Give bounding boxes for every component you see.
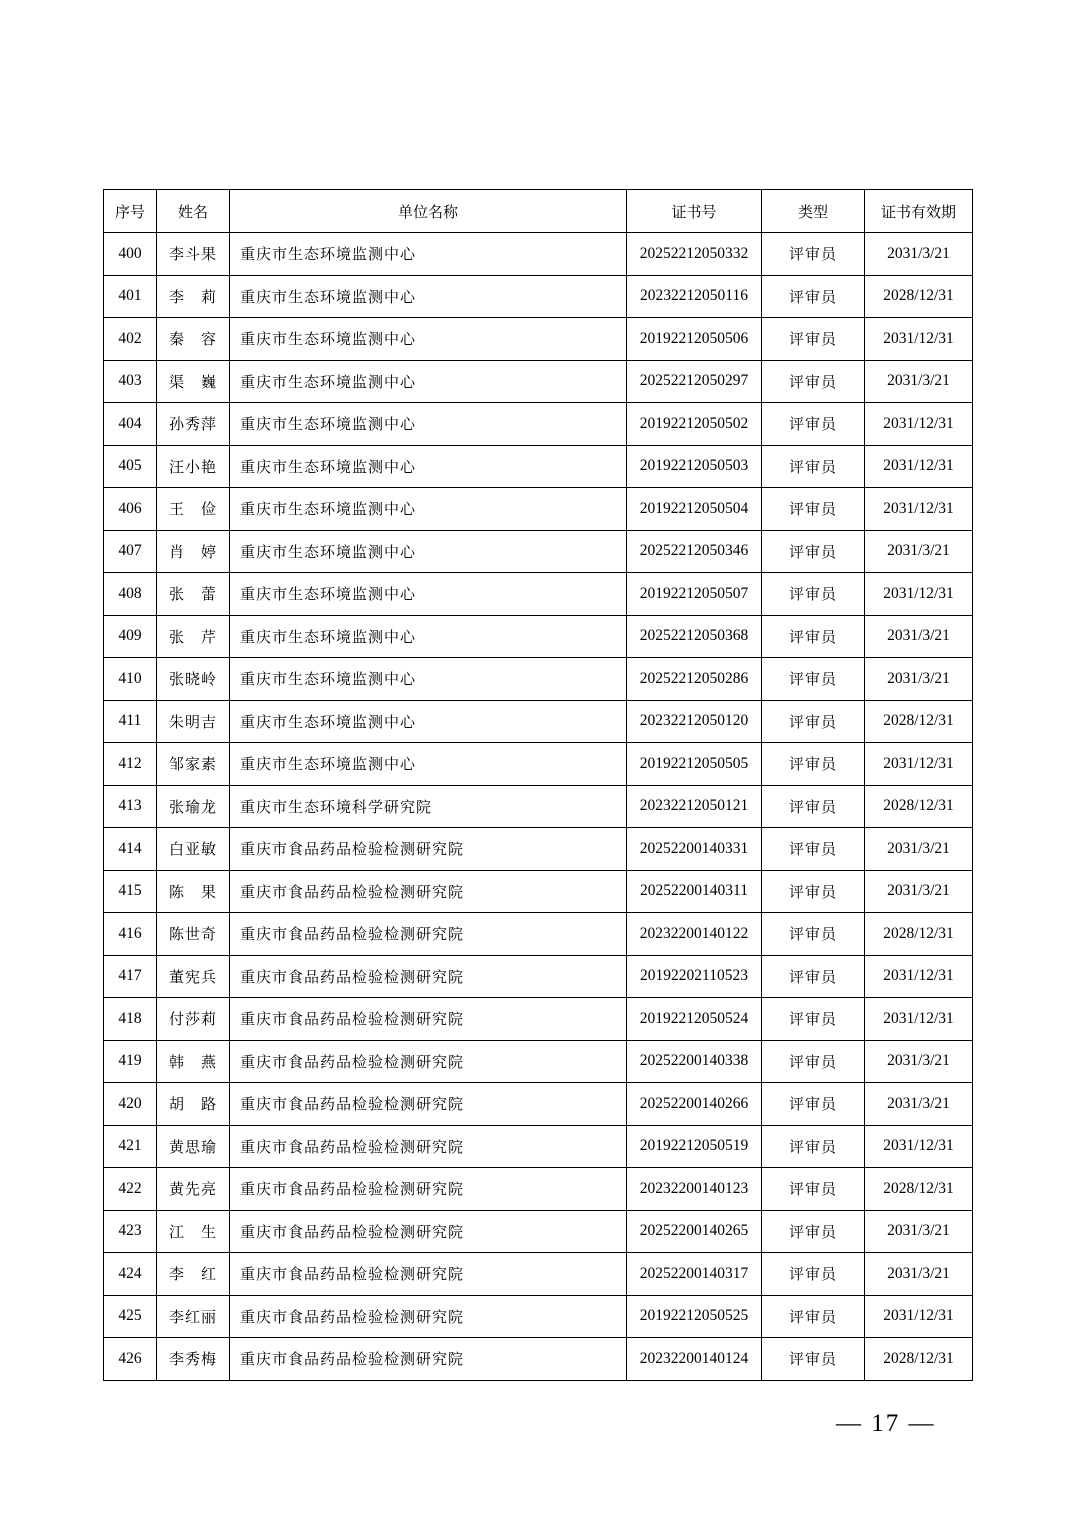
row-validity: 2028/12/31 [865, 913, 973, 956]
row-person-name: 张晓岭 [157, 658, 230, 701]
row-type: 评审员 [762, 1338, 865, 1381]
row-validity: 2028/12/31 [865, 275, 973, 318]
row-person-name: 李秀梅 [157, 1338, 230, 1381]
row-unit-name: 重庆市食品药品检验检测研究院 [230, 1040, 627, 1083]
row-unit-name: 重庆市食品药品检验检测研究院 [230, 870, 627, 913]
row-unit-name: 重庆市生态环境监测中心 [230, 360, 627, 403]
row-index: 416 [104, 913, 157, 956]
row-cert-number: 20192202110523 [627, 955, 762, 998]
row-person-name: 陈 果 [157, 870, 230, 913]
row-validity: 2031/12/31 [865, 445, 973, 488]
table-row [104, 615, 973, 658]
row-person-name: 王 俭 [157, 488, 230, 531]
table-row [104, 573, 973, 616]
row-cert-number: 20252212050368 [627, 615, 762, 658]
table-row [104, 1125, 973, 1168]
table-row [104, 445, 973, 488]
row-cert-number: 20192212050503 [627, 445, 762, 488]
row-unit-name: 重庆市食品药品检验检测研究院 [230, 998, 627, 1041]
row-validity: 2031/3/21 [865, 360, 973, 403]
row-type: 评审员 [762, 275, 865, 318]
row-type: 评审员 [762, 1125, 865, 1168]
row-unit-name: 重庆市生态环境监测中心 [230, 445, 627, 488]
row-person-name: 秦 容 [157, 318, 230, 361]
row-index: 420 [104, 1083, 157, 1126]
row-person-name: 董宪兵 [157, 955, 230, 998]
table-row [104, 700, 973, 743]
row-validity: 2031/3/21 [865, 1253, 973, 1296]
certificate-table [103, 189, 973, 1381]
row-cert-number: 20252200140265 [627, 1210, 762, 1253]
row-cert-number: 20252200140311 [627, 870, 762, 913]
row-cert-number: 20192212050525 [627, 1295, 762, 1338]
row-person-name: 李红丽 [157, 1295, 230, 1338]
table-row [104, 1083, 973, 1126]
row-index: 406 [104, 488, 157, 531]
row-type: 评审员 [762, 743, 865, 786]
row-cert-number: 20192212050504 [627, 488, 762, 531]
row-cert-number: 20252200140317 [627, 1253, 762, 1296]
row-unit-name: 重庆市食品药品检验检测研究院 [230, 955, 627, 998]
header-unit: 单位名称 [230, 190, 627, 233]
row-cert-number: 20252200140338 [627, 1040, 762, 1083]
row-person-name: 孙秀萍 [157, 403, 230, 446]
table-row [104, 743, 973, 786]
row-validity: 2031/12/31 [865, 403, 973, 446]
row-validity: 2028/12/31 [865, 1168, 973, 1211]
row-person-name: 黄先亮 [157, 1168, 230, 1211]
table-row [104, 913, 973, 956]
row-validity: 2031/3/21 [865, 1040, 973, 1083]
row-validity: 2031/3/21 [865, 615, 973, 658]
row-unit-name: 重庆市生态环境监测中心 [230, 318, 627, 361]
row-type: 评审员 [762, 360, 865, 403]
row-cert-number: 20192212050506 [627, 318, 762, 361]
row-unit-name: 重庆市生态环境监测中心 [230, 573, 627, 616]
row-cert-number: 20232212050120 [627, 700, 762, 743]
row-validity: 2028/12/31 [865, 1338, 973, 1381]
row-type: 评审员 [762, 1040, 865, 1083]
row-person-name: 付莎莉 [157, 998, 230, 1041]
row-validity: 2031/12/31 [865, 998, 973, 1041]
table-row [104, 1338, 973, 1381]
row-index: 413 [104, 785, 157, 828]
row-unit-name: 重庆市食品药品检验检测研究院 [230, 1253, 627, 1296]
row-unit-name: 重庆市食品药品检验检测研究院 [230, 1210, 627, 1253]
row-person-name: 李 红 [157, 1253, 230, 1296]
table-row [104, 870, 973, 913]
row-validity: 2031/3/21 [865, 1083, 973, 1126]
row-person-name: 邹家素 [157, 743, 230, 786]
row-validity: 2031/3/21 [865, 658, 973, 701]
row-cert-number: 20252212050286 [627, 658, 762, 701]
row-type: 评审员 [762, 403, 865, 446]
row-cert-number: 20192212050524 [627, 998, 762, 1041]
row-type: 评审员 [762, 615, 865, 658]
row-type: 评审员 [762, 658, 865, 701]
row-index: 403 [104, 360, 157, 403]
table-row [104, 360, 973, 403]
row-index: 410 [104, 658, 157, 701]
row-person-name: 肖 婷 [157, 530, 230, 573]
row-unit-name: 重庆市生态环境监测中心 [230, 275, 627, 318]
row-type: 评审员 [762, 1253, 865, 1296]
row-type: 评审员 [762, 870, 865, 913]
header-cert-number: 证书号 [627, 190, 762, 233]
row-person-name: 黄思瑜 [157, 1125, 230, 1168]
row-type: 评审员 [762, 955, 865, 998]
row-index: 404 [104, 403, 157, 446]
row-cert-number: 20252212050346 [627, 530, 762, 573]
table-row [104, 1295, 973, 1338]
row-validity: 2031/3/21 [865, 870, 973, 913]
row-unit-name: 重庆市生态环境监测中心 [230, 615, 627, 658]
table-row [104, 318, 973, 361]
row-unit-name: 重庆市食品药品检验检测研究院 [230, 828, 627, 871]
row-person-name: 韩 燕 [157, 1040, 230, 1083]
row-index: 424 [104, 1253, 157, 1296]
row-cert-number: 20252212050297 [627, 360, 762, 403]
row-validity: 2031/12/31 [865, 1295, 973, 1338]
row-type: 评审员 [762, 1168, 865, 1211]
row-person-name: 李斗果 [157, 233, 230, 276]
table-row [104, 828, 973, 871]
row-index: 415 [104, 870, 157, 913]
row-unit-name: 重庆市生态环境监测中心 [230, 530, 627, 573]
row-validity: 2028/12/31 [865, 700, 973, 743]
row-index: 408 [104, 573, 157, 616]
table-row [104, 233, 973, 276]
row-type: 评审员 [762, 1295, 865, 1338]
row-cert-number: 20192212050507 [627, 573, 762, 616]
row-index: 402 [104, 318, 157, 361]
row-unit-name: 重庆市食品药品检验检测研究院 [230, 1125, 627, 1168]
header-name: 姓名 [157, 190, 230, 233]
row-type: 评审员 [762, 785, 865, 828]
row-type: 评审员 [762, 700, 865, 743]
row-person-name: 胡 路 [157, 1083, 230, 1126]
row-index: 421 [104, 1125, 157, 1168]
row-index: 411 [104, 700, 157, 743]
table-row [104, 488, 973, 531]
row-person-name: 渠 巍 [157, 360, 230, 403]
row-index: 417 [104, 955, 157, 998]
row-cert-number: 20232212050116 [627, 275, 762, 318]
row-cert-number: 20232200140123 [627, 1168, 762, 1211]
row-person-name: 张 蕾 [157, 573, 230, 616]
row-unit-name: 重庆市生态环境监测中心 [230, 233, 627, 276]
row-index: 426 [104, 1338, 157, 1381]
row-unit-name: 重庆市食品药品检验检测研究院 [230, 913, 627, 956]
row-cert-number: 20252200140331 [627, 828, 762, 871]
row-type: 评审员 [762, 1210, 865, 1253]
row-type: 评审员 [762, 913, 865, 956]
row-validity: 2031/12/31 [865, 318, 973, 361]
row-cert-number: 20232200140124 [627, 1338, 762, 1381]
row-validity: 2031/3/21 [865, 530, 973, 573]
row-index: 400 [104, 233, 157, 276]
row-person-name: 张 芹 [157, 615, 230, 658]
row-unit-name: 重庆市生态环境监测中心 [230, 488, 627, 531]
table-row [104, 403, 973, 446]
row-index: 419 [104, 1040, 157, 1083]
row-unit-name: 重庆市食品药品检验检测研究院 [230, 1295, 627, 1338]
row-unit-name: 重庆市食品药品检验检测研究院 [230, 1083, 627, 1126]
table-row [104, 1040, 973, 1083]
table-row [104, 275, 973, 318]
row-cert-number: 20232200140122 [627, 913, 762, 956]
row-validity: 2031/3/21 [865, 828, 973, 871]
row-person-name: 李 莉 [157, 275, 230, 318]
row-validity: 2031/12/31 [865, 743, 973, 786]
row-type: 评审员 [762, 573, 865, 616]
row-type: 评审员 [762, 828, 865, 871]
table-header-row [104, 190, 973, 233]
row-index: 423 [104, 1210, 157, 1253]
row-index: 418 [104, 998, 157, 1041]
row-validity: 2031/12/31 [865, 573, 973, 616]
header-index: 序号 [104, 190, 157, 233]
table-row [104, 998, 973, 1041]
row-index: 407 [104, 530, 157, 573]
row-person-name: 汪小艳 [157, 445, 230, 488]
row-type: 评审员 [762, 445, 865, 488]
certificate-table-container [103, 189, 972, 1381]
row-type: 评审员 [762, 233, 865, 276]
row-person-name: 江 生 [157, 1210, 230, 1253]
table-row [104, 530, 973, 573]
row-unit-name: 重庆市生态环境监测中心 [230, 658, 627, 701]
row-cert-number: 20192212050502 [627, 403, 762, 446]
row-person-name: 朱明吉 [157, 700, 230, 743]
row-cert-number: 20252212050332 [627, 233, 762, 276]
table-row [104, 1168, 973, 1211]
row-validity: 2031/3/21 [865, 233, 973, 276]
row-index: 414 [104, 828, 157, 871]
row-index: 412 [104, 743, 157, 786]
page-number: — 17 — [836, 1410, 936, 1437]
row-person-name: 白亚敏 [157, 828, 230, 871]
row-index: 425 [104, 1295, 157, 1338]
row-unit-name: 重庆市生态环境监测中心 [230, 700, 627, 743]
row-index: 409 [104, 615, 157, 658]
row-validity: 2031/12/31 [865, 488, 973, 531]
row-unit-name: 重庆市食品药品检验检测研究院 [230, 1168, 627, 1211]
row-unit-name: 重庆市食品药品检验检测研究院 [230, 1338, 627, 1381]
row-validity: 2028/12/31 [865, 785, 973, 828]
row-person-name: 陈世奇 [157, 913, 230, 956]
header-validity: 证书有效期 [865, 190, 973, 233]
row-person-name: 张瑜龙 [157, 785, 230, 828]
row-type: 评审员 [762, 998, 865, 1041]
table-row [104, 658, 973, 701]
table-row [104, 1210, 973, 1253]
table-row [104, 785, 973, 828]
header-type: 类型 [762, 190, 865, 233]
row-type: 评审员 [762, 488, 865, 531]
table-row [104, 1253, 973, 1296]
row-type: 评审员 [762, 318, 865, 361]
row-cert-number: 20232212050121 [627, 785, 762, 828]
table-body [104, 233, 973, 1381]
row-unit-name: 重庆市生态环境科学研究院 [230, 785, 627, 828]
row-type: 评审员 [762, 530, 865, 573]
row-type: 评审员 [762, 1083, 865, 1126]
row-unit-name: 重庆市生态环境监测中心 [230, 403, 627, 446]
row-validity: 2031/12/31 [865, 1125, 973, 1168]
row-index: 405 [104, 445, 157, 488]
row-cert-number: 20192212050505 [627, 743, 762, 786]
table-row [104, 955, 973, 998]
row-unit-name: 重庆市生态环境监测中心 [230, 743, 627, 786]
row-cert-number: 20252200140266 [627, 1083, 762, 1126]
row-validity: 2031/3/21 [865, 1210, 973, 1253]
row-cert-number: 20192212050519 [627, 1125, 762, 1168]
row-index: 422 [104, 1168, 157, 1211]
row-validity: 2031/12/31 [865, 955, 973, 998]
row-index: 401 [104, 275, 157, 318]
